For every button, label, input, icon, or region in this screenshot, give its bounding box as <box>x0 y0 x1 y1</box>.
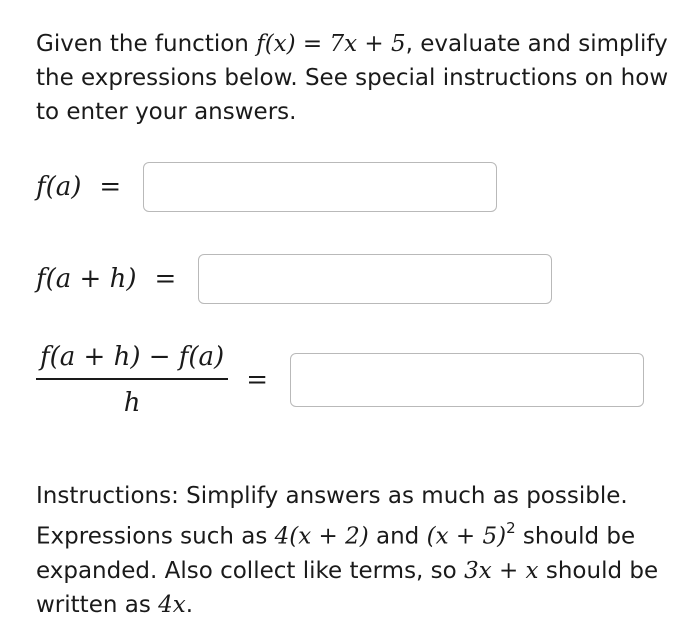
question-difference-quotient <box>36 342 644 418</box>
example-expression: (x + 5) <box>426 523 507 550</box>
instructions-text: should be expanded. Also collect like terms, so <box>36 523 636 584</box>
fraction-denominator: h <box>123 387 141 418</box>
instructions-text: should be written as <box>36 557 659 618</box>
example-expression: 3x + x <box>464 557 539 584</box>
question-f-of-a <box>36 162 497 212</box>
question-label: f(a + h) <box>36 264 137 294</box>
instructions-text: and <box>368 523 427 550</box>
difference-quotient-fraction <box>36 342 228 418</box>
question-f-of-a-plus-h <box>36 254 552 304</box>
equals-sign: = <box>99 172 122 202</box>
function-definition: f(x) = 7x + 5 <box>256 31 406 57</box>
intro-text-continued: , evaluate and simplify the expressions below. See special instructions on how to enter your answers. <box>36 31 669 125</box>
answer-input-f-of-a[interactable] <box>143 162 497 212</box>
example-expression: 4x <box>158 591 186 618</box>
intro-text: Given the function <box>36 31 257 57</box>
fraction-numerator: f(a + h) − f(a) <box>40 342 225 372</box>
instructions-text: . <box>185 591 194 618</box>
example-expression: 4(x + 2) <box>274 523 369 550</box>
exponent: 2 <box>506 519 516 537</box>
equals-sign: = <box>154 264 177 294</box>
question-label: f(a) <box>36 172 82 202</box>
instructions <box>36 479 676 622</box>
problem-statement <box>36 27 676 129</box>
answer-input-f-of-a-plus-h[interactable] <box>198 254 552 304</box>
instructions-text: Instructions: Simplify answers as much as possible. Expressions such as <box>36 483 628 550</box>
equals-sign: = <box>246 364 268 395</box>
answer-input-difference-quotient[interactable] <box>290 353 644 407</box>
